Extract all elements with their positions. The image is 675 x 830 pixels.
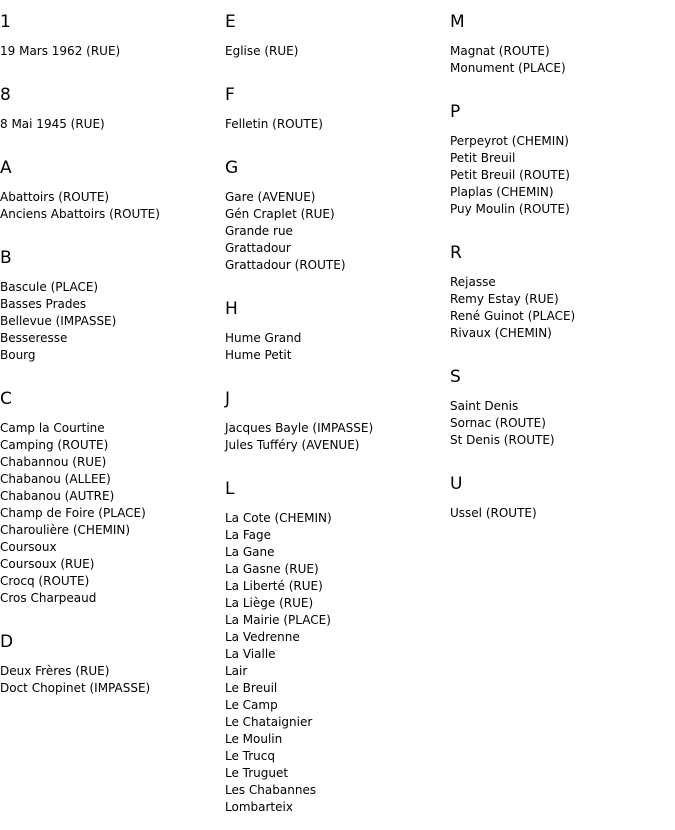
letter-heading: B <box>0 248 12 268</box>
street-entry: Abattoirs (ROUTE) <box>0 190 110 204</box>
street-entry: Anciens Abattoirs (ROUTE) <box>0 207 160 221</box>
street-entry: Cros Charpeaud <box>0 591 97 605</box>
letter-heading: R <box>450 243 462 263</box>
index-column-3 <box>450 0 575 535</box>
letter-group <box>225 12 373 73</box>
street-entry: Le Camp <box>225 698 278 712</box>
street-entry: René Guinot (PLACE) <box>450 309 576 323</box>
street-entry: Sornac (ROUTE) <box>450 416 546 430</box>
letter-heading: M <box>450 12 465 32</box>
street-entry: Eglise (RUE) <box>225 44 299 58</box>
letter-group <box>0 632 160 710</box>
letter-group <box>225 158 373 287</box>
street-entry: Bellevue (IMPASSE) <box>0 314 117 328</box>
street-entry: Hume Petit <box>225 348 292 362</box>
street-entry: Rivaux (CHEMIN) <box>450 326 552 340</box>
letter-group <box>0 158 160 236</box>
street-entry: Chabannou (RUE) <box>0 455 107 469</box>
street-entry: Grattadour (ROUTE) <box>225 258 346 272</box>
index-column-1 <box>0 0 160 710</box>
street-entry: La Vedrenne <box>225 630 300 644</box>
letter-heading: 8 <box>0 85 11 105</box>
street-entry: Hume Grand <box>225 331 302 345</box>
letter-heading: H <box>225 299 238 319</box>
street-entry: Le Chataignier <box>225 715 313 729</box>
street-entry: La Liège (RUE) <box>225 596 314 610</box>
street-entry: Magnat (ROUTE) <box>450 44 550 58</box>
street-entry: Besseresse <box>0 331 68 345</box>
street-entry: Lair <box>225 664 248 678</box>
street-entry: Jules Tufféry (AVENUE) <box>225 438 360 452</box>
street-entry: Petit Breuil (ROUTE) <box>450 168 570 182</box>
letter-heading: J <box>225 389 231 409</box>
street-entry: La Fage <box>225 528 272 542</box>
street-entry: La Gane <box>225 545 275 559</box>
street-entry: Plaplas (CHEMIN) <box>450 185 554 199</box>
street-entry: Gare (AVENUE) <box>225 190 316 204</box>
street-entry: Doct Chopinet (IMPASSE) <box>0 681 151 695</box>
street-entry: 8 Mai 1945 (RUE) <box>0 117 105 131</box>
letter-group <box>450 367 575 462</box>
street-entry: Grande rue <box>225 224 293 238</box>
street-entry: Le Moulin <box>225 732 283 746</box>
street-entry: Champ de Foire (PLACE) <box>0 506 146 520</box>
street-entry: Bascule (PLACE) <box>0 280 99 294</box>
letter-group <box>0 85 160 146</box>
letter-heading: C <box>0 389 12 409</box>
street-entry: La Liberté (RUE) <box>225 579 323 593</box>
street-entry: Grattadour <box>225 241 291 255</box>
street-entry: Perpeyrot (CHEMIN) <box>450 134 569 148</box>
street-entry: Le Trucq <box>225 749 275 763</box>
street-entry: La Mairie (PLACE) <box>225 613 331 627</box>
letter-group <box>450 243 575 355</box>
letter-group <box>225 479 373 829</box>
letter-heading: A <box>0 158 12 178</box>
street-entry: Ussel (ROUTE) <box>450 506 537 520</box>
street-entry: Chabanou (AUTRE) <box>0 489 115 503</box>
street-entry: Jacques Bayle (IMPASSE) <box>225 421 374 435</box>
street-entry: Bourg <box>0 348 36 362</box>
street-entry: Camping (ROUTE) <box>0 438 109 452</box>
letter-group <box>225 299 373 377</box>
street-entry: Coursoux (RUE) <box>0 557 95 571</box>
street-entry: La Cote (CHEMIN) <box>225 511 332 525</box>
letter-heading: G <box>225 158 239 178</box>
street-entry: St Denis (ROUTE) <box>450 433 555 447</box>
letter-group <box>225 389 373 467</box>
street-entry: Les Chabannes <box>225 783 317 797</box>
street-entry: Camp la Courtine <box>0 421 105 435</box>
letter-group <box>450 474 575 535</box>
street-entry: Petit Breuil <box>450 151 516 165</box>
letter-group <box>450 102 575 231</box>
street-entry: Basses Prades <box>0 297 87 311</box>
letter-heading: F <box>225 85 235 105</box>
street-entry: Remy Estay (RUE) <box>450 292 559 306</box>
street-entry: Coursoux <box>0 540 57 554</box>
street-entry: La Gasne (RUE) <box>225 562 319 576</box>
letter-group <box>450 12 575 90</box>
index-column-2 <box>225 0 373 829</box>
street-entry: Deux Frères (RUE) <box>0 664 110 678</box>
street-entry: Lombarteix <box>225 800 293 814</box>
letter-group <box>0 12 160 73</box>
street-entry: Crocq (ROUTE) <box>0 574 90 588</box>
letter-heading: 1 <box>0 12 11 32</box>
letter-heading: D <box>0 632 14 652</box>
letter-group <box>225 85 373 146</box>
street-entry: Puy Moulin (ROUTE) <box>450 202 570 216</box>
street-entry: Charoulière (CHEMIN) <box>0 523 131 537</box>
street-entry: Rejasse <box>450 275 496 289</box>
street-entry: La Vialle <box>225 647 276 661</box>
street-entry: Le Breuil <box>225 681 278 695</box>
street-entry: Gén Craplet (RUE) <box>225 207 335 221</box>
letter-group <box>0 248 160 377</box>
street-entry: Monument (PLACE) <box>450 61 566 75</box>
letter-heading: L <box>225 479 235 499</box>
street-entry: Felletin (ROUTE) <box>225 117 323 131</box>
letter-heading: E <box>225 12 236 32</box>
street-entry: 19 Mars 1962 (RUE) <box>0 44 121 58</box>
letter-heading: P <box>450 102 461 122</box>
street-entry: Saint Denis <box>450 399 519 413</box>
street-entry: Le Truguet <box>225 766 289 780</box>
street-entry: Chabanou (ALLEE) <box>0 472 111 486</box>
letter-group <box>0 389 160 620</box>
letter-heading: U <box>450 474 463 494</box>
letter-heading: S <box>450 367 461 387</box>
